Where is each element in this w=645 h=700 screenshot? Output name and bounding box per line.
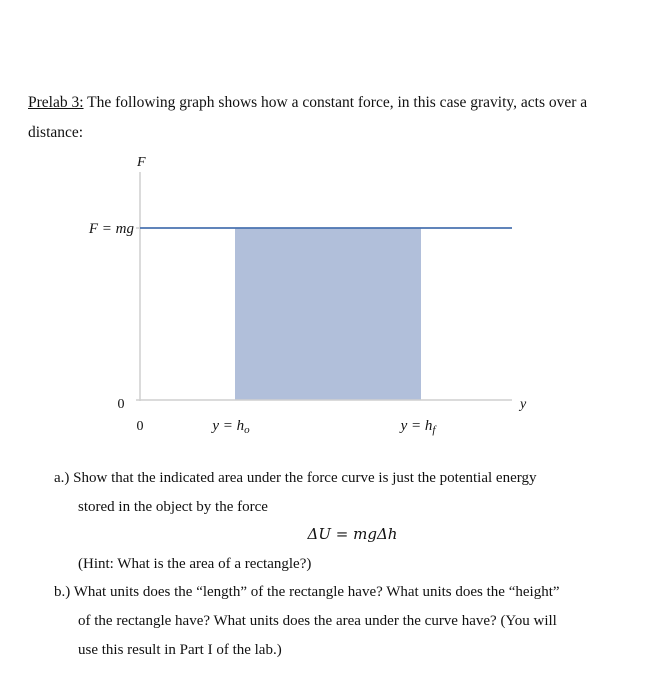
question-b: [54, 578, 624, 665]
prelab-label: Prelab 3:: [28, 94, 84, 111]
prelab-text: The following graph shows how a constant force, in this case gravity, acts over a distance:: [28, 94, 588, 141]
y-axis-label: F: [137, 155, 146, 170]
hint-text: (Hint: What is the area of a rectangle?): [78, 556, 312, 572]
x-zero-label: 0: [136, 419, 144, 434]
question-a-line-2: stored in the object by the force: [78, 499, 268, 515]
y-zero-label: 0: [117, 397, 125, 412]
question-a: [54, 464, 614, 522]
potential-energy-equation: ΔU = mgΔh: [307, 525, 398, 543]
h0-label: $y = h_o$: [212, 418, 250, 436]
question-b-line-2: of the rectangle have? What units does the area under the curve have? (You will: [78, 613, 557, 629]
x-axis-label: y: [520, 397, 527, 412]
question-b-line-1: b.) What units does the “length” of the rectangle have? What units does the “height”: [54, 584, 560, 600]
shaded-area: [235, 228, 421, 400]
hf-label: $y = h_f$: [400, 418, 436, 436]
question-b-line-3: use this result in Part I of the lab.): [78, 642, 282, 658]
question-a-line-1: a.) Show that the indicated area under the force curve is just the potential energy: [54, 470, 537, 486]
force-level-label: F = mg: [88, 221, 134, 237]
